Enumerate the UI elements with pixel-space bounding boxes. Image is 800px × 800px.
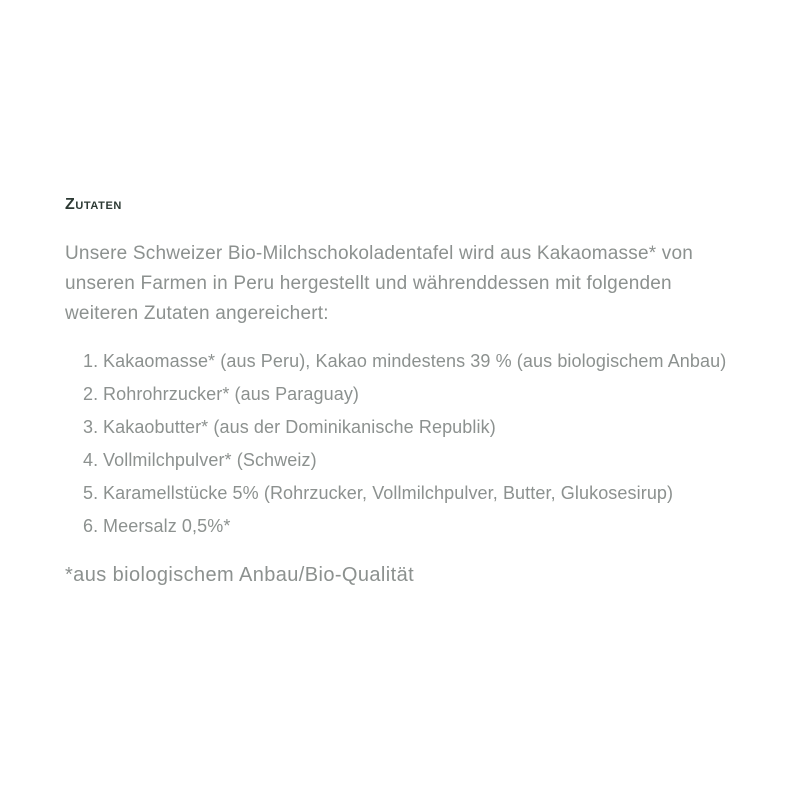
list-item xyxy=(65,378,745,411)
item-text: Kakaomasse* (aus Peru), Kakao mindestens 39 % (aus biologischem Anbau) xyxy=(103,351,727,371)
item-text: Meersalz 0,5%* xyxy=(103,516,231,536)
list-item xyxy=(65,411,745,444)
intro-line-3: weiteren Zutaten angereichert: xyxy=(65,303,329,324)
intro-line-1: Unsere Schweizer Bio-Milchschokoladentafel wird aus Kakaomasse* von xyxy=(65,243,694,264)
intro-paragraph xyxy=(65,239,745,329)
section-heading: Zutaten xyxy=(65,196,122,213)
list-item xyxy=(65,444,745,477)
footnote: *aus biologischem Anbau/Bio-Qualität xyxy=(65,564,415,586)
item-text: Karamellstücke 5% (Rohrzucker, Vollmilchpulver, Butter, Glukosesirup) xyxy=(103,483,674,503)
ingredients-section xyxy=(65,197,745,587)
item-text: Rohrohrzucker* (aus Paraguay) xyxy=(103,384,360,404)
item-number: 5. xyxy=(83,483,99,503)
item-text: Kakaobutter* (aus der Dominikanische Republik) xyxy=(103,417,496,437)
list-item xyxy=(65,510,745,543)
item-number: 2. xyxy=(83,384,99,404)
list-item xyxy=(65,477,745,510)
list-item xyxy=(65,345,745,378)
ingredients-list xyxy=(65,345,745,543)
item-number: 6. xyxy=(83,516,99,536)
item-number: 4. xyxy=(83,450,99,470)
item-text: Vollmilchpulver* (Schweiz) xyxy=(103,450,317,470)
item-number: 3. xyxy=(83,417,99,437)
intro-line-2: unseren Farmen in Peru hergestellt und währenddessen mit folgenden xyxy=(65,273,672,294)
item-number: 1. xyxy=(83,351,99,371)
